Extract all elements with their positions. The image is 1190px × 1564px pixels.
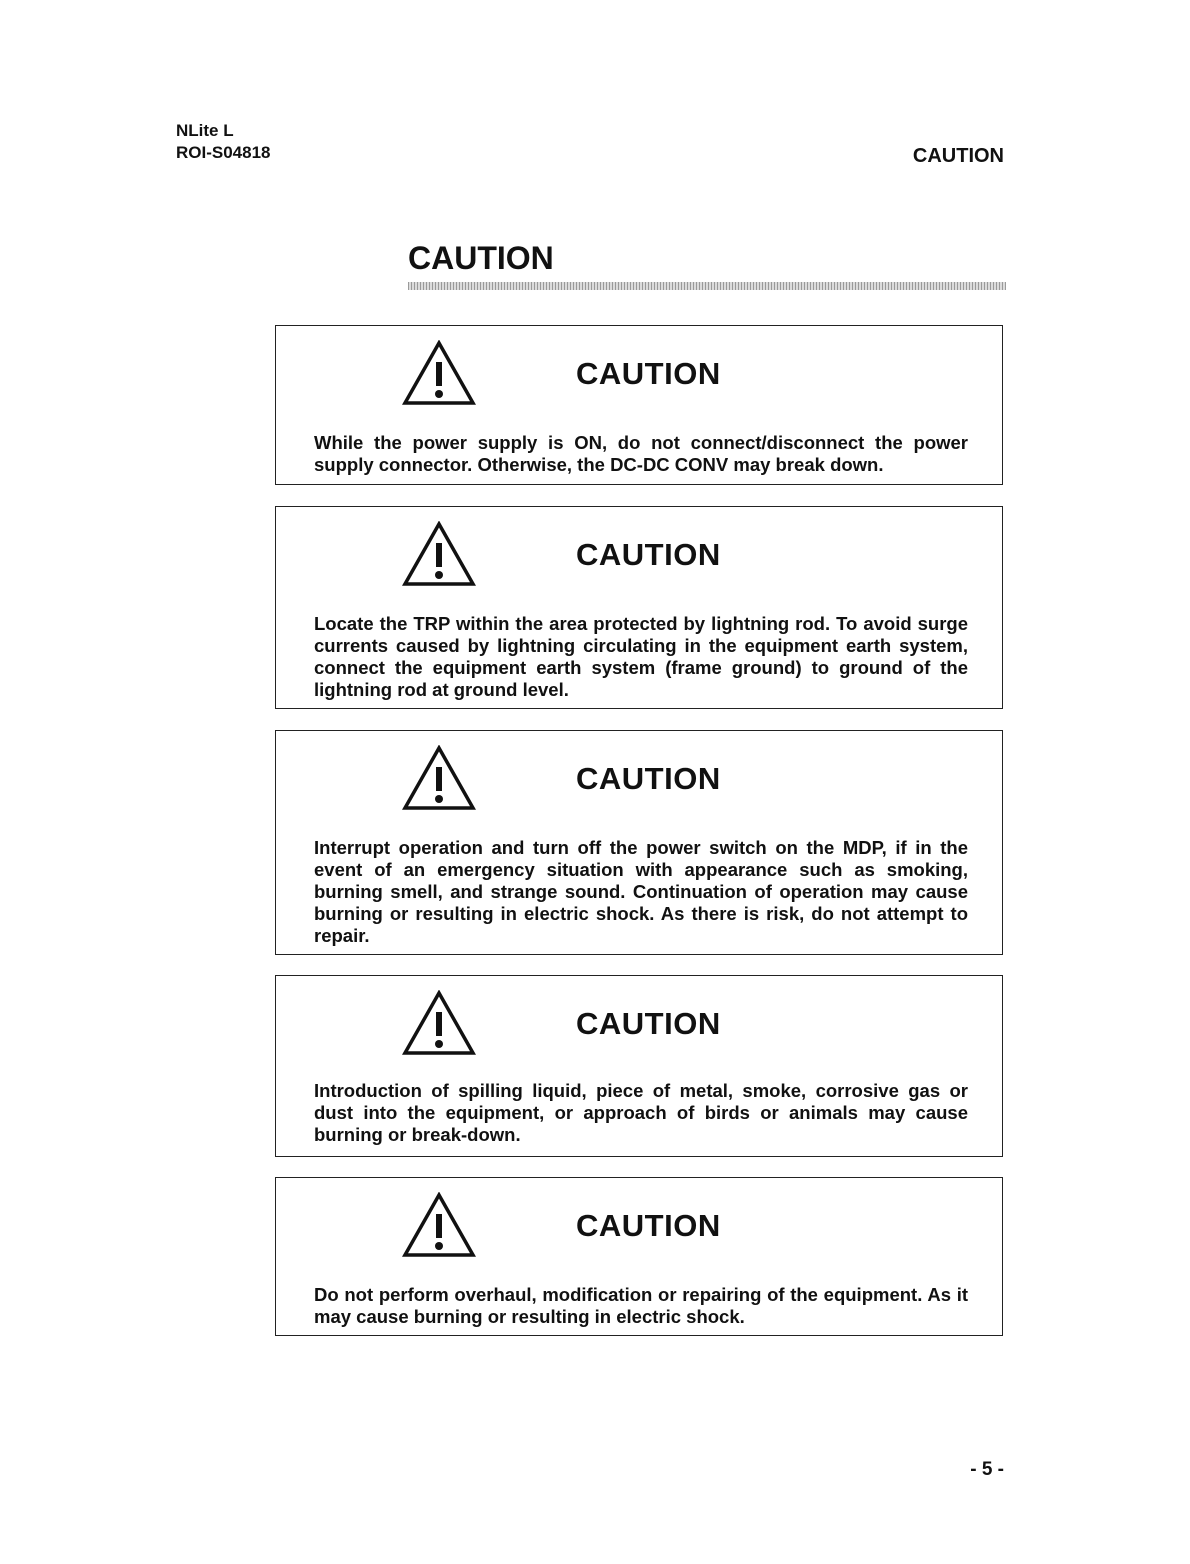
page-number: - 5 - [970,1459,1004,1480]
caution-text: Locate the TRP within the area protected by lightning rod. To avoid surge currents caused by lightning circulating in the equipment earth system, connect the equipment earth system (frame ground) to ground of the lightning rod at ground level. [314,613,968,700]
warning-triangle-icon [402,745,476,811]
caution-box-emergency [275,730,1003,955]
caution-header [276,326,1002,426]
warning-triangle-icon [402,990,476,1056]
caution-box-overhaul [275,1177,1003,1336]
header-section-label: CAUTION [912,145,1004,167]
caution-box-lightning [275,506,1003,709]
caution-text: While the power supply is ON, do not connect/disconnect the power supply connector. Otherwise, the DC-DC CONV may break down. [314,432,968,475]
caution-title: CAUTION [576,537,721,572]
caution-header [276,507,1002,607]
document-id-block [176,120,271,164]
caution-box-power-connector [275,325,1003,485]
caution-text: Do not perform overhaul, modification or repairing of the equipment. As it may cause burning or resulting in electric shock. [314,1284,968,1327]
caution-header [276,976,1002,1076]
caution-text: Introduction of spilling liquid, piece of metal, smoke, corrosive gas or dust into the equipment, or approach of birds or animals may cause burning or break-down. [314,1080,968,1145]
caution-title: CAUTION [576,1006,721,1041]
caution-title: CAUTION [576,761,721,796]
section-title: CAUTION [408,240,554,276]
document-number: ROI-S04818 [176,143,271,162]
warning-triangle-icon [402,1192,476,1258]
caution-header [276,731,1002,831]
caution-title: CAUTION [576,356,721,391]
caution-title: CAUTION [576,1208,721,1243]
warning-triangle-icon [402,340,476,406]
warning-triangle-icon [402,521,476,587]
caution-text: Interrupt operation and turn off the power switch on the MDP, if in the event of an emergency situation with appearance such as smoking, burning smell, and strange sound. Continuation of operation may cause burning or resulting in electric shock. As there is risk, do not attempt to repair. [314,837,968,946]
document-name: NLite L [176,121,234,140]
caution-box-foreign-matter [275,975,1003,1157]
caution-header [276,1178,1002,1278]
title-underline [408,282,1006,290]
